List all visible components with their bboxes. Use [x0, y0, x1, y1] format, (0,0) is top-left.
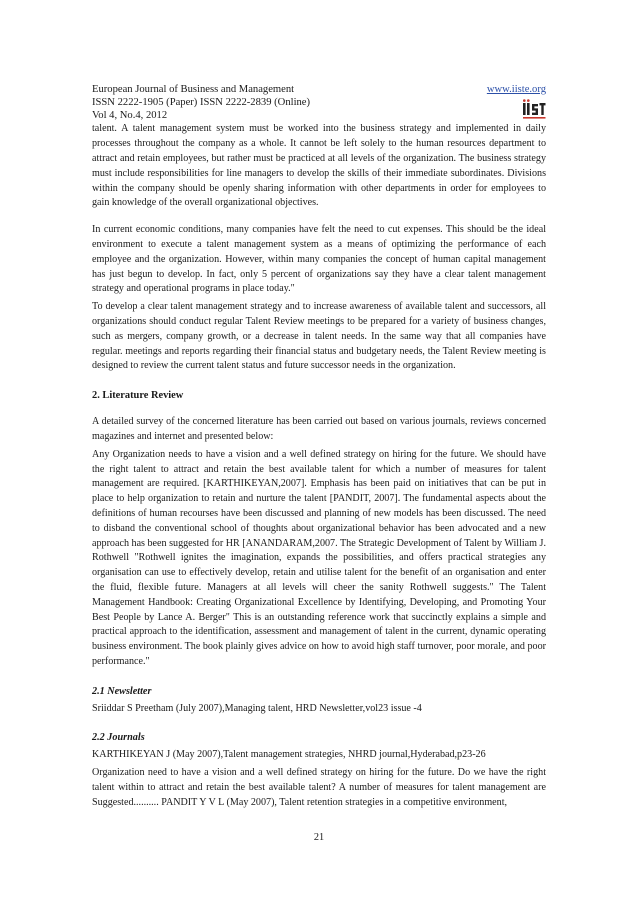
paragraph-talent-system: talent. A talent management system must be worked into the business strategy and implemented in daily processes throughout the company as a whole. It cannot be left solely to the human resources department to attract and retain employees, but rather must be practiced at all levels of the organization. The business strategy must include responsibilities for line managers to develop the skills of their immediate subordinates. Divisions within the company should be openly sharing information with other departments in order for employees to gain knowledge of the overall organizational objectives. — [92, 123, 546, 209]
paper-page — [92, 84, 546, 811]
journal-volume: Vol 4, No.4, 2012 — [92, 109, 168, 121]
paragraph-organization-vision: Any Organization needs to have a vision and a well defined strategy on hiring for the future. We should have the right talent to attract and retain the best available talent for which a number of measures for talent management are required. [KARTHIKEYAN,2007]. Emphasis has been paid on initiatives that can be put in place to help organization to retain and nurture the talent [PANDIT, 2007]. The fundamental aspects about the definitions of human recourses have been discussed and planning of new models has been discussed. The need to disband the conventional school of thoughts about organizational behavior has been advocated and a new approach has been suggested for HR [ANANDARAM,2007. The Strategic Development of Talent by William J. Rothwell "Rothwell ignites the imagination, expands the possibilities, and offers practical strategies any organisation can use to effectively develop, retain and utilise talent for the benefit of an organisation and enter the fluid, flexible future. Managers at all levels will cheer the sanity Rothwell suggests." The Talent Management Handbook: Creating Organizational Excellence by Identifying, Developing, and Promoting Your Best People by Lance A. Berger" This is an outstanding reference work that succinctly explains a simple and practical approach to the identification, assessment and management of talent in the current, dynamic operating business environment. The book plainly gives advice on how to avoid high staff turnover, poor morale, and poor performance." — [92, 448, 546, 667]
page-number: 21 — [313, 832, 325, 843]
subsection-title-journals: 2.2 Journals — [92, 732, 145, 744]
paragraph-survey: A detailed survey of the concerned literature has been carried out based on various journals, reviews concerned magazines and internet and presented below: — [92, 416, 546, 442]
paragraph-talent-review: To develop a clear talent management strategy and to increase awareness of available talent and successors, all organizations should conduct regular Talent Review meetings to be prepared for a variety of business changes, such as mergers, company growth, or a decrease in talent needs. In the same way that all companies have regular. meetings and reports regarding their financial status and budgetary needs, the Talent Review meeting is designed to review the current talent status and future successor needs in the organization. — [92, 301, 546, 372]
reference-karthikeyan: KARTHIKEYAN J (May 2007),Talent management strategies, NHRD journal,Hyderabad,p23-26 — [92, 749, 486, 761]
section-title-literature-review: 2. Literature Review — [92, 390, 184, 402]
paragraph-economic-conditions: In current economic conditions, many companies have felt the need to cut expenses. This should be the ideal environment to execute a talent management system as a means of optimizing the performance of each employee and the organization. However, within many companies the concept of human capital management has just begun to develop. In fact, only 5 percent of organizations say they have a clear talent management strategy and operational programs in place today." — [92, 224, 546, 295]
journal-issn: ISSN 2222-1905 (Paper) ISSN 2222-2839 (Online) — [92, 96, 311, 108]
journal-url-link[interactable]: www.iiste.org — [486, 84, 546, 95]
reference-newsletter: Sriiddar S Preetham (July 2007),Managing talent, HRD Newsletter,vol23 issue -4 — [92, 702, 422, 714]
subsection-title-newsletter: 2.1 Newsletter — [92, 685, 152, 697]
journal-title: European Journal of Business and Management — [92, 84, 295, 95]
paragraph-hiring-vision: Organization need to have a vision and a well defined strategy on hiring for the future. Do we have the right talent within to attract and retain the best available talent? A number of measures for talent management are Suggested.......... PANDIT Y V L (May 2007), Talent retention strategies in a competitive environment, — [92, 767, 546, 808]
journal-header — [92, 84, 546, 122]
